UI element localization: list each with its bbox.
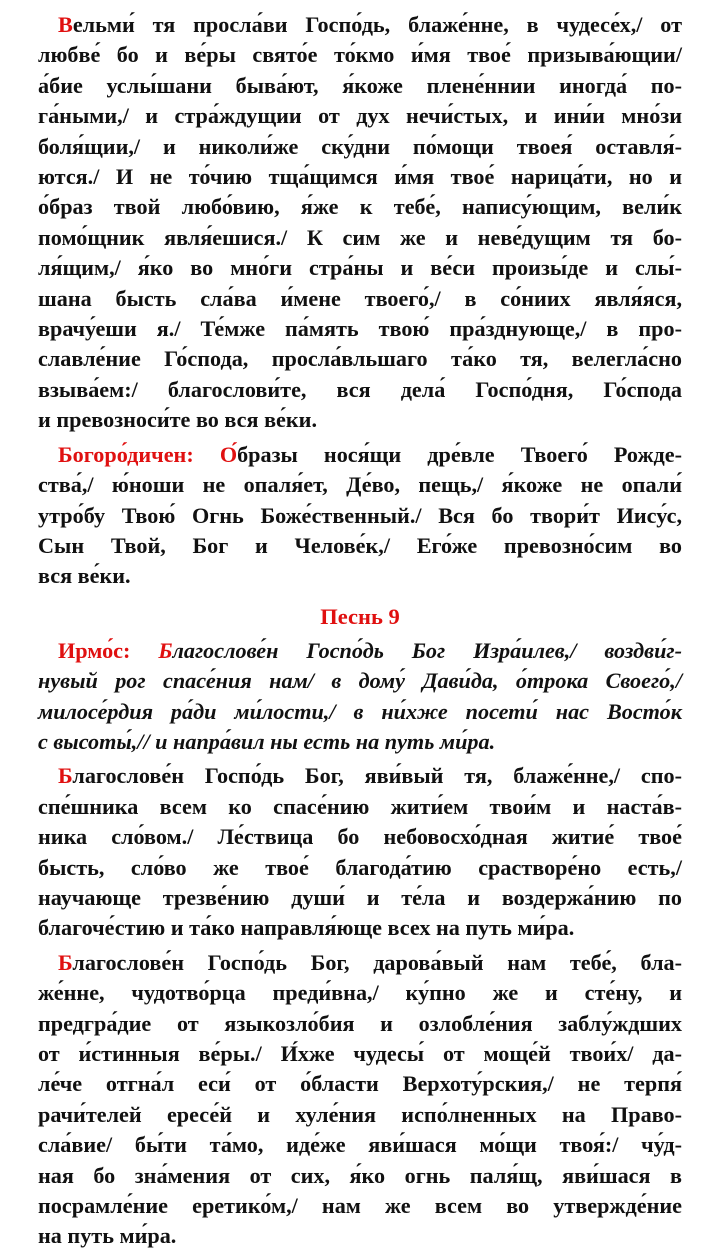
text-line: взыва́ем:/ благослови́те, вся дела́ Госпо́дня, Го́спода bbox=[38, 376, 682, 402]
text-line: на путь ми́ра. bbox=[38, 1223, 177, 1249]
text-line: же́нне, чудотво́рца преди́вна,/ ку́пно же и сте́ну, и bbox=[38, 980, 682, 1006]
irmos-label: Ирмо́с: bbox=[58, 637, 131, 663]
text-line: Благослове́н Госпо́дь Бог, яви́вый тя, блаже́нне,/ спо- bbox=[58, 763, 682, 789]
text-line: спе́шника всем ко спасе́нию жити́ем твои́м и наста́в- bbox=[38, 793, 682, 819]
text-line: любве́ бо и ве́ры свято́е то́кмо и́мя твое́ призыва́ющии/ bbox=[38, 42, 682, 68]
text-line: посрамле́ние еретико́м,/ нам же всем во утвержде́ние bbox=[38, 1193, 682, 1219]
text-line: бысть, сло́во же твое́ благода́тию срастворе́но есть,/ bbox=[38, 854, 682, 880]
drop-initial: В bbox=[58, 12, 73, 37]
troparion-3 bbox=[38, 948, 682, 1252]
text-line: боля́щии,/ и николи́же ску́дни по́мощи твоея́ оставля́- bbox=[38, 133, 682, 159]
text-line: сла́вие/ бы́ти та́мо, иде́же яви́шася мо́щи твоя́:/ чу́д- bbox=[38, 1132, 682, 1158]
ode-heading: Песнь 9 bbox=[320, 603, 400, 629]
text-line: Вельми́ тя просла́ви Госпо́дь, блаже́нне, в чудесе́х,/ от bbox=[58, 12, 682, 37]
text-line: вся ве́ки. bbox=[38, 563, 131, 589]
troparion-2 bbox=[38, 761, 682, 943]
text-line: рачи́телей ересе́й и хуле́ния испо́лненных на Право- bbox=[38, 1101, 682, 1127]
text-line: а́бие услы́шани быва́ют, я́коже плене́ннии иногда́ по- bbox=[38, 72, 682, 98]
text-line: га́ными,/ и стра́ждущии от дух нечи́стых, и ини́и мно́зи bbox=[38, 103, 682, 129]
irmos bbox=[38, 636, 682, 758]
drop-initial: Б bbox=[58, 949, 73, 975]
text-line: Благослове́н Госпо́дь Бог, дарова́вый нам тебе́, бла- bbox=[58, 949, 682, 975]
text-line: славле́ние Го́спода, просла́вльшаго та́ко тя, велегла́сно bbox=[38, 346, 682, 372]
text-line: Сын Твой, Бог и Челове́к,/ Его́же превозно́сим во bbox=[38, 532, 682, 558]
text-line: ная бо зна́мения от сих, я́ко огнь паля́щ, яви́шася в bbox=[38, 1162, 682, 1188]
drop-initial: О́ bbox=[219, 441, 238, 467]
text-line: ле́че отгна́л еси́ от о́бласти Верхоту́рския,/ не терпя́ bbox=[38, 1071, 682, 1097]
text-line: утро́бу Твою́ Огнь Боже́ственный./ Вся бо твори́т Иису́с, bbox=[38, 502, 682, 528]
theotokion-label: Богоро́дичен: bbox=[58, 441, 194, 467]
drop-initial: Б bbox=[58, 763, 73, 789]
text-line: ства́,/ ю́ноши не опаля́ет, Де́во, пещь,/ я́коже не опали́ bbox=[38, 472, 682, 498]
text-line: ются./ И не то́чию тща́щимся и́мя твое́ нарица́ти, но и bbox=[38, 164, 682, 190]
text-line: о́браз твой любо́вию, я́же к тебе́, напису́ющим, вели́к bbox=[38, 194, 682, 220]
text-line: научающе трезве́нию души́ и те́ла и воздержа́нию по bbox=[38, 884, 682, 910]
troparion-1 bbox=[38, 10, 682, 436]
page bbox=[38, 10, 682, 1252]
drop-initial: Б bbox=[158, 637, 173, 663]
text-line: милосе́рдия ра́ди ми́лости,/ в ни́хже посети́ нас Восто́к bbox=[38, 698, 682, 724]
text-line: предгра́дие от языкозло́бия и озлобле́ния заблу́ждших bbox=[38, 1010, 682, 1036]
text-line: и превозноси́те во вся ве́ки. bbox=[38, 407, 318, 433]
text-line: благоче́стию и та́ко направля́юще всех на путь ми́ра. bbox=[38, 915, 575, 941]
text-line: Ирмо́с: Благослове́н Госпо́дь Бог Изра́илев,/ воздви́г- bbox=[58, 637, 683, 663]
text-line: ля́щим,/ я́ко во мно́ги стра́ны и ве́си произы́де и слы́- bbox=[38, 255, 682, 281]
text-line: от и́стинныя ве́ры./ И́хже чудесы́ от моще́й твои́х/ да- bbox=[38, 1041, 682, 1066]
text-line: шана бысть сла́ва и́мене твоего́,/ в со́ниих явля́яся, bbox=[38, 285, 682, 311]
text-line: Богоро́дичен: О́бразы нося́щи дре́вле Твоего́ Рожде- bbox=[58, 441, 682, 467]
text-line: нувый рог спасе́ния нам/ в дому́ Дави́да, о́трока Своего́,/ bbox=[38, 668, 682, 694]
text-line: ника сло́вом./ Ле́ствица бо небовосхо́дная житие́ твое́ bbox=[38, 824, 682, 850]
theotokion bbox=[38, 440, 682, 592]
text-line: помо́щник явля́ешися./ К сим же и неве́дущим тя бо- bbox=[38, 224, 682, 250]
text-line: с высоты́,// и напра́вил ны есть на путь ми́ра. bbox=[38, 728, 496, 754]
text-line: врачу́еши я./ Те́мже па́мять твою́ пра́зднующе,/ в про- bbox=[38, 316, 682, 342]
